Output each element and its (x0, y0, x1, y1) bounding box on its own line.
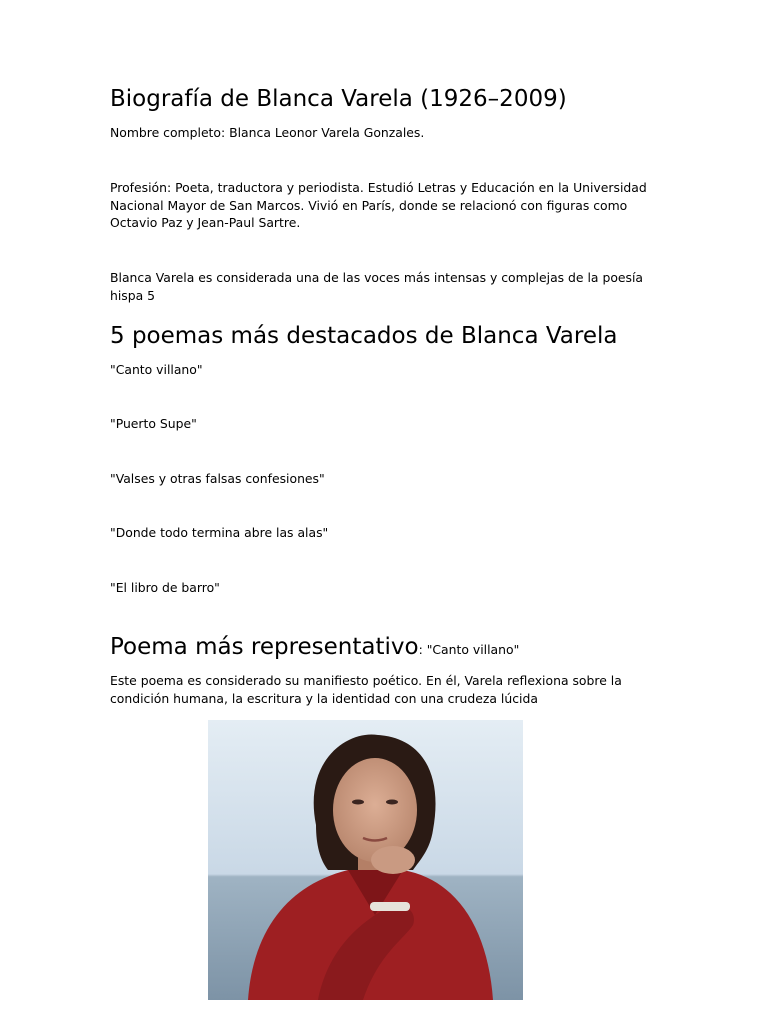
representative-heading (110, 634, 519, 660)
representative-poem: : "Canto villano" (418, 642, 520, 657)
poem-item: "Canto villano" (110, 362, 203, 377)
full-name-text: Nombre completo: Blanca Leonor Varela Gonzales. (110, 125, 425, 140)
summary-text: Blanca Varela es considerada una de las voces más intensas y complejas de la poesía hispa 5 (110, 270, 644, 303)
biography-heading: Biografía de Blanca Varela (1926–2009) (110, 86, 567, 112)
representative-description: Este poema es considerado su manifiesto poético. En él, Varela reflexiona sobre la condición humana, la escritura y la identidad con una crudeza lúcida (110, 673, 622, 706)
author-photo (208, 720, 523, 1000)
poem-item: "Puerto Supe" (110, 416, 197, 431)
representative-title: Poema más representativo (110, 634, 419, 660)
author-portrait-image (208, 720, 523, 1000)
poems-heading: 5 poemas más destacados de Blanca Varela (110, 323, 618, 349)
profession-text: Profesión: Poeta, traductora y periodista. Estudió Letras y Educación en la Universidad Nacional Mayor de San Marcos. Vivió en París, donde se relacionó con figuras como Octavio Paz y Jean-Paul Sartre. (110, 180, 647, 230)
poem-item: "Donde todo termina abre las alas" (110, 525, 329, 540)
poem-item: "Valses y otras falsas confesiones" (110, 471, 325, 486)
poem-item: "El libro de barro" (110, 580, 220, 595)
